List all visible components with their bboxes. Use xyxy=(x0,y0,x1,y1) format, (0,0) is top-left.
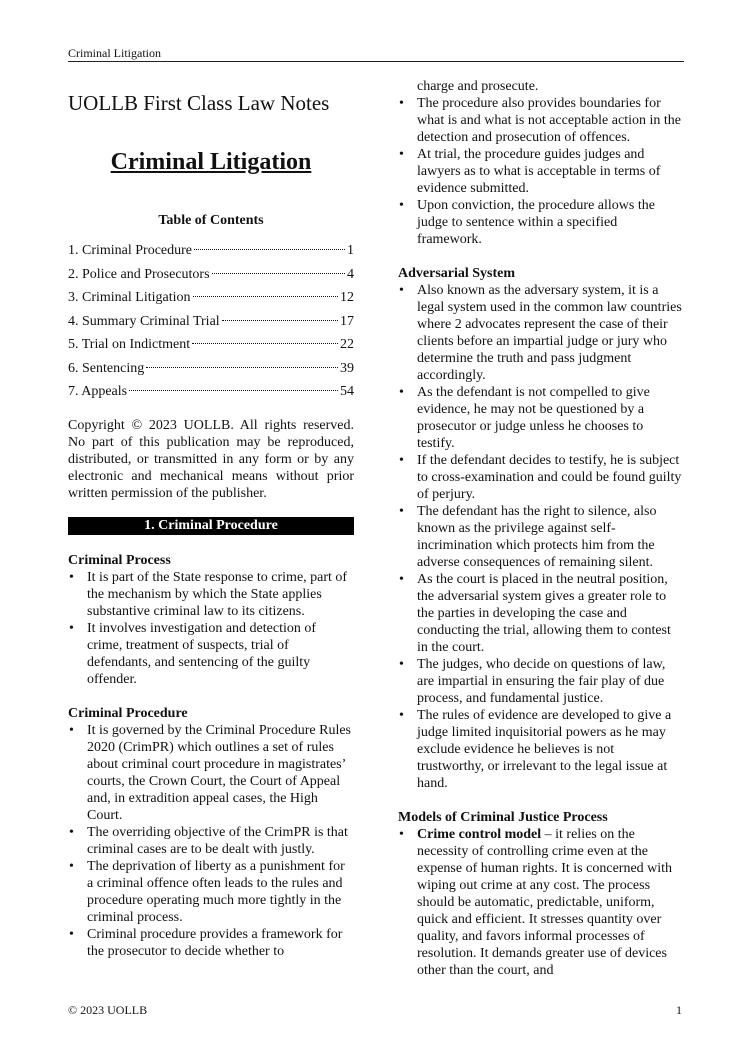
toc-leader-dots xyxy=(192,343,338,344)
bullet-item: • The defendant has the right to silence, also known as the privilege against self-incrimination which protects him from the adverse consequences of remaining silent. xyxy=(398,503,684,571)
toc-entry-label: 2. Police and Prosecutors xyxy=(68,266,210,282)
subheading-criminal-procedure: Criminal Procedure xyxy=(68,705,188,721)
toc-entry-page: 22 xyxy=(340,337,354,352)
header-rule xyxy=(68,61,684,62)
toc-entry-label: 3. Criminal Litigation xyxy=(68,290,191,305)
section-banner: 1. Criminal Procedure xyxy=(68,517,354,535)
bullet-item: • The deprivation of liberty as a punishment for a criminal offence often leads to the rules and procedure operating much more tightly in the criminal process. xyxy=(68,858,354,926)
page-number: 1 xyxy=(676,1003,682,1017)
bullet-list xyxy=(398,826,684,979)
continued-text: charge and prosecute. xyxy=(417,79,539,94)
toc-leader-dots xyxy=(212,273,345,274)
toc-entry-page: 17 xyxy=(340,313,354,329)
bullet-term: Crime control model xyxy=(417,827,542,842)
toc-leader-dots xyxy=(193,296,339,297)
toc-entry[interactable] xyxy=(68,239,354,263)
left-column xyxy=(68,78,354,960)
bullet-list xyxy=(68,722,354,960)
right-column xyxy=(398,78,684,979)
toc-entry-page: 39 xyxy=(340,360,354,376)
bullet-list xyxy=(398,95,684,248)
toc-entry[interactable] xyxy=(68,286,354,310)
table-of-contents xyxy=(68,239,354,404)
toc-entry[interactable] xyxy=(68,357,354,381)
bullet-item: • As the defendant is not compelled to give evidence, he may not be questioned by a prosecutor or judge unless he chooses to testify. xyxy=(398,384,684,452)
bullet-item: • It involves investigation and detection of crime, treatment of suspects, trial of defendants, and sentencing of the guilty offender. xyxy=(68,620,354,688)
toc-entry-label: 1. Criminal Procedure xyxy=(68,243,193,258)
toc-entry-page: 1 xyxy=(347,243,354,258)
bullet-item: • The rules of evidence are developed to give a judge limited inquisitorial powers as he may exclude evidence he believes is not trustworthy, or irrelevant to the legal issue at hand. xyxy=(398,707,684,792)
bullet-item: • If the defendant decides to testify, he is subject to cross-examination and could be found guilty of perjury. xyxy=(398,452,684,503)
copyright-notice: Copyright © 2023 UOLLB. All rights reserved. No part of this publication may be reproduced, distributed, or transmitted in any form or by any electronic and mechanical means without prior written permission of the publisher. xyxy=(68,417,354,501)
bullet-list xyxy=(398,282,684,792)
toc-entry-label: 4. Summary Criminal Trial xyxy=(68,313,220,329)
toc-entry-page: 4 xyxy=(347,266,354,282)
document-title: UOLLB First Class Law Notes xyxy=(68,91,330,115)
bullet-item xyxy=(398,826,684,979)
toc-leader-dots xyxy=(129,390,338,391)
bullet-item: • It is governed by the Criminal Procedure Rules 2020 (CrimPR) which outlines a set of rules about criminal court procedure in magistrates’ courts, the Crown Court, the Court of Appeal and, in extradition appeal cases, the High Court. xyxy=(68,722,354,824)
bullet-item: • As the court is placed in the neutral position, the adversarial system gives a greater role to the parties in developing the case and conducting the trial, allowing them to contest in the court. xyxy=(398,571,684,656)
toc-heading: Table of Contents xyxy=(158,213,264,228)
bullet-item: • Upon conviction, the procedure allows the judge to sentence within a specified framework. xyxy=(398,197,684,248)
bullet-item: • At trial, the procedure guides judges and lawyers as to what is acceptable in terms of evidence submitted. xyxy=(398,146,684,197)
document-subtitle: Criminal Litigation xyxy=(110,149,312,175)
running-footer: © 2023 UOLLB xyxy=(68,1003,148,1017)
bullet-item: • It is part of the State response to crime, part of the mechanism by which the State applies substantive criminal law to its citizens. xyxy=(68,569,354,620)
bullet-list xyxy=(68,569,354,688)
toc-entry[interactable] xyxy=(68,310,354,334)
toc-entry-page: 54 xyxy=(340,384,354,399)
bullet-item: • The judges, who decide on questions of law, are impartial in ensuring the fair play of due process, and fundamental justice. xyxy=(398,656,684,707)
toc-entry[interactable] xyxy=(68,263,354,287)
bullet-item: • The overriding objective of the CrimPR is that criminal cases are to be dealt with justly. xyxy=(68,824,354,858)
bullet-item: • Criminal procedure provides a framework for the prosecutor to decide whether to xyxy=(68,926,354,960)
toc-entry-label: 6. Sentencing xyxy=(68,360,145,376)
toc-leader-dots xyxy=(222,320,338,321)
subheading-models: Models of Criminal Justice Process xyxy=(398,810,608,825)
bullet-item: • The procedure also provides boundaries for what is and what is not acceptable action in the detection and prosecution of offences. xyxy=(398,95,684,146)
toc-entry-page: 12 xyxy=(340,290,354,305)
bullet-text: – it relies on the necessity of controlling crime even at the expense of human rights. It is concerned with wiping out crime at any cost. The process should be automatic, predictable, uniform, quick and efficient. It stresses quantity over quality, and favors informal processes of resolution. It demands greater use of devices other than the court, and xyxy=(417,827,673,978)
toc-entry[interactable] xyxy=(68,333,354,357)
toc-entry-label: 7. Appeals xyxy=(68,384,128,399)
subheading-adversarial-system: Adversarial System xyxy=(398,266,516,281)
toc-entry[interactable] xyxy=(68,380,354,404)
toc-leader-dots xyxy=(146,367,338,368)
running-header: Criminal Litigation xyxy=(68,46,161,60)
toc-leader-dots xyxy=(194,249,345,250)
bullet-item: • Also known as the adversary system, it is a legal system used in the common law countries where 2 advocates represent the case of their clients before an impartial judge or jury who determine the truth and pass judgment accordingly. xyxy=(398,282,684,384)
toc-entry-label: 5. Trial on Indictment xyxy=(68,337,191,352)
subheading-criminal-process: Criminal Process xyxy=(68,552,171,568)
